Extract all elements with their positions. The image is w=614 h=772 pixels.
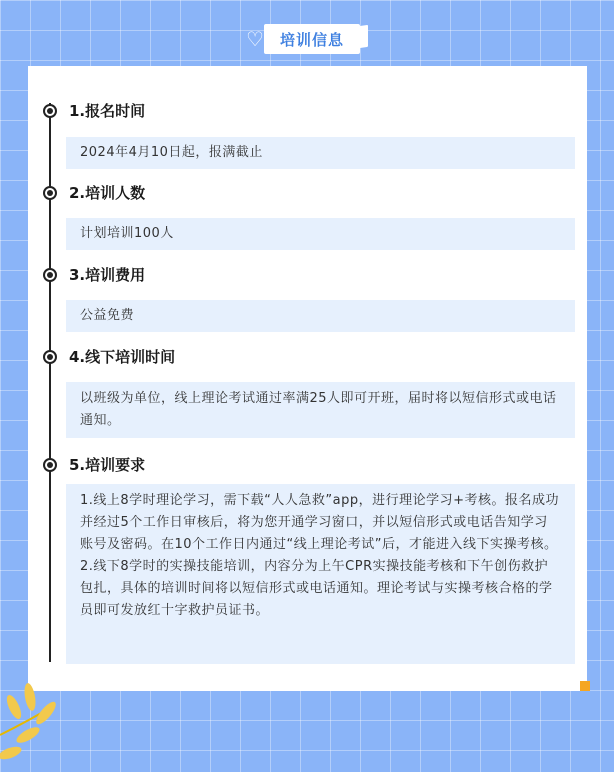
section-text: 2024年4月10日起，报满截止 [80, 145, 263, 160]
section-heading: 2.培训人数 [69, 184, 146, 202]
section-content [66, 382, 575, 438]
timeline-node [43, 350, 57, 364]
timeline-node [43, 186, 57, 200]
section-heading: 4.线下培训时间 [69, 348, 176, 366]
section-heading: 3.培训费用 [69, 266, 146, 284]
heart-icon: ♡ [246, 27, 264, 51]
section-text: 1.线上8学时理论学习，需下载“人人急救”app，进行理论学习+考核。报名成功并经过5个工作日审核后，将为您开通学习窗口，并以短信形式或电话告知学习账号及密码。在10个工作日内通过“线上理论考试”后，才能进入线下实操考核。 [80, 493, 560, 552]
corner-accent [580, 681, 590, 691]
section-content [66, 484, 575, 664]
timeline-node [43, 268, 57, 282]
page-title: 培训信息 [264, 24, 360, 54]
tape-decoration [352, 25, 368, 49]
timeline-node [43, 104, 57, 118]
section-heading: 1.报名时间 [69, 102, 146, 120]
section-content [66, 300, 575, 332]
section-text: 计划培训100人 [80, 226, 174, 241]
section-text: 公益免费 [80, 308, 135, 323]
timeline-node [43, 458, 57, 472]
section-content [66, 218, 575, 250]
section-heading: 5.培训要求 [69, 456, 146, 474]
section-text: 2.线下8学时的实操技能培训，内容分为上午CPR实操技能考核和下午创伤救护包扎，具体的培训时间将以短信形式或电话通知。理论考试与实操考核合格的学员即可发放红十字救护员证书。 [80, 559, 553, 618]
section-content [66, 137, 575, 169]
leaf-branch-icon [0, 665, 80, 772]
section-text: 以班级为单位，线上理论考试通过率满25人即可开班，届时将以短信形式或电话通知。 [80, 391, 557, 428]
